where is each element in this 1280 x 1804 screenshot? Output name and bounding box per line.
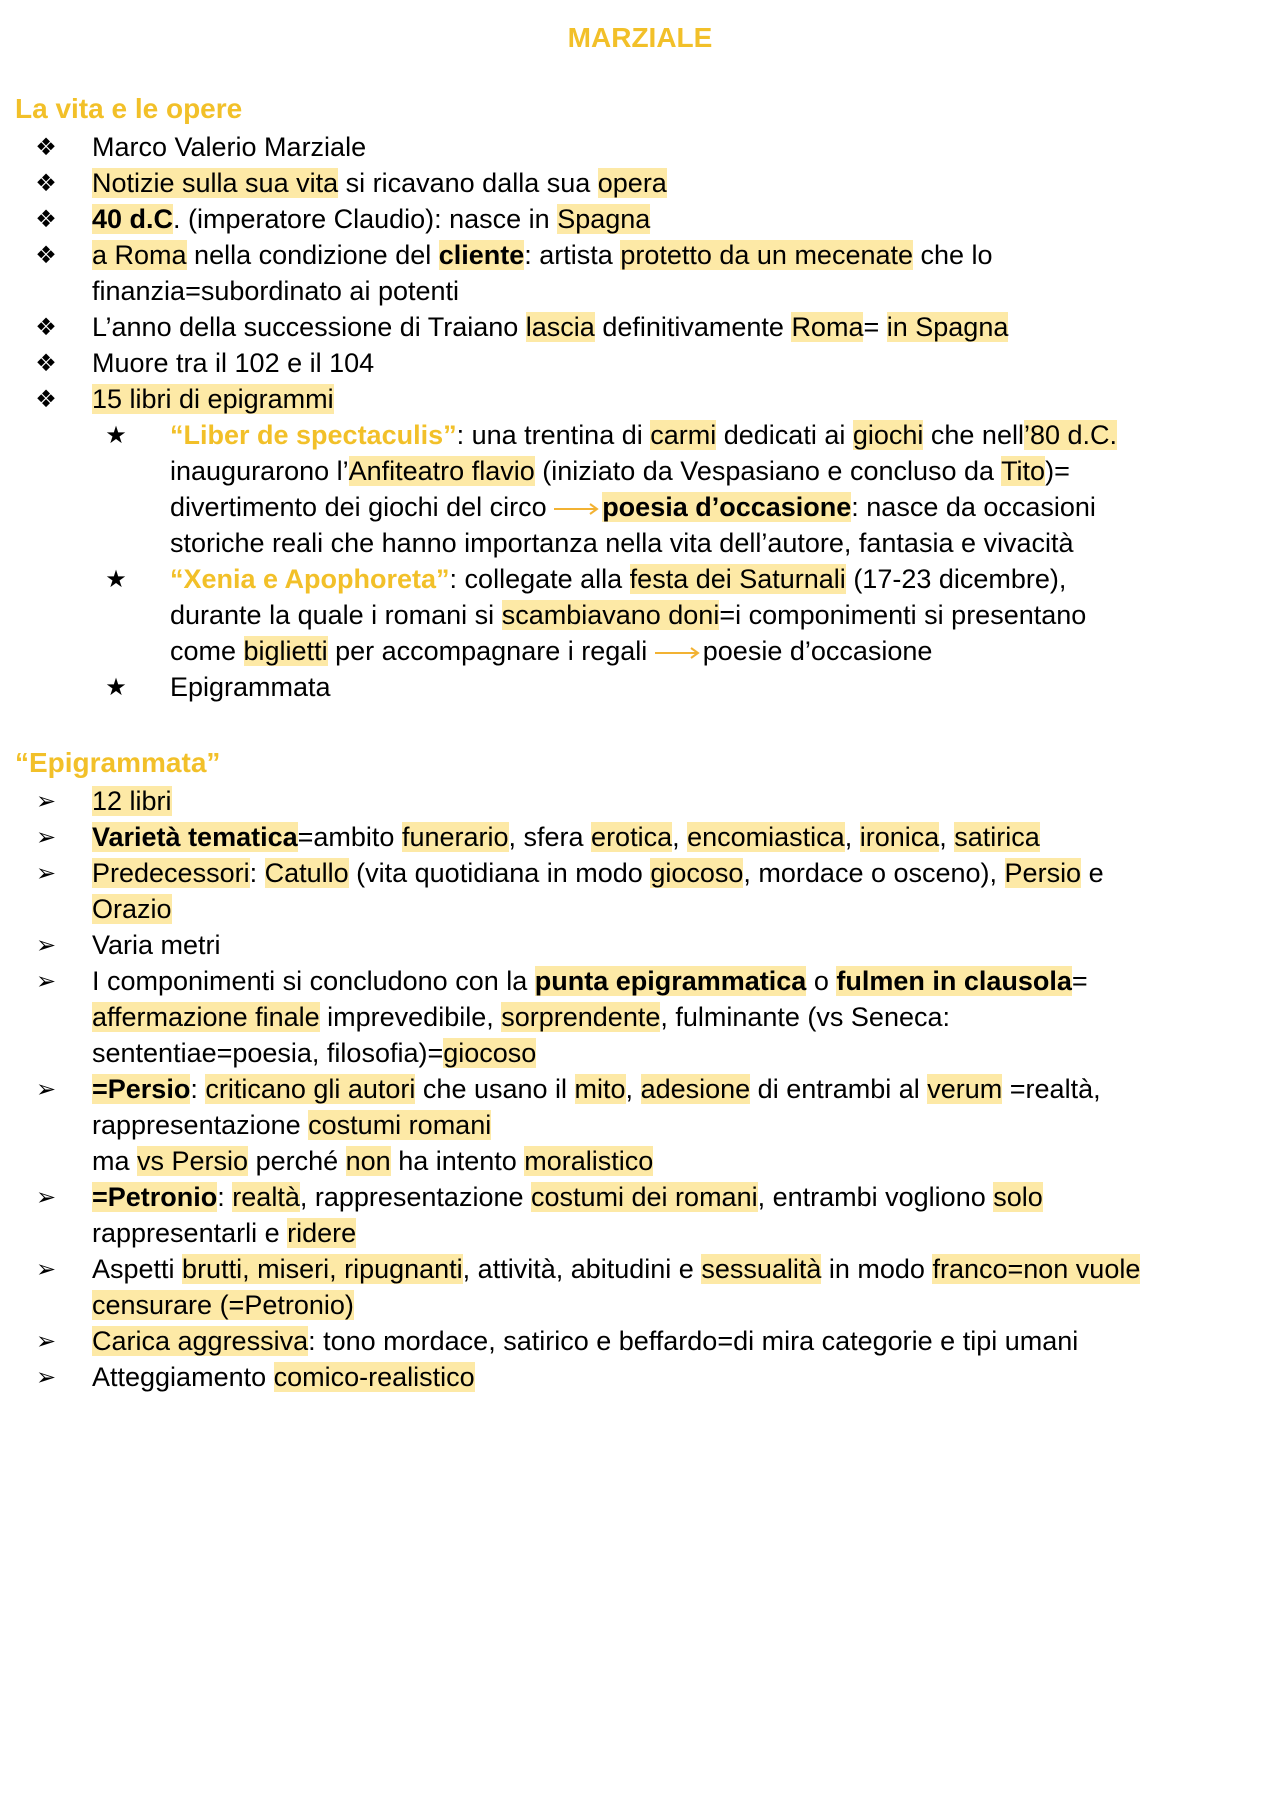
item-text: = (863, 312, 887, 342)
highlight: in Spagna (886, 312, 1009, 342)
item-text: Marco Valerio Marziale (92, 132, 367, 162)
item-text: imprevedibile, (319, 1002, 502, 1032)
diamond-bullet-icon: ❖ (35, 205, 57, 233)
highlight: giochi (852, 420, 924, 450)
item-text: ma (92, 1146, 138, 1176)
list-item (0, 819, 1280, 855)
arrowhead-bullet-icon: ➢ (35, 1363, 57, 1391)
arrowhead-bullet-icon: ➢ (35, 859, 57, 887)
arrowhead-bullet-icon: ➢ (35, 931, 57, 959)
highlight: vs Persio (137, 1146, 249, 1176)
highlight: lascia (525, 312, 595, 342)
list-item (0, 783, 1280, 819)
highlight: Varietà tematica (92, 822, 298, 852)
highlight: punta epigrammatica (534, 966, 807, 996)
item-text: (17-23 dicembre), (845, 564, 1067, 594)
highlight: sessualità (701, 1254, 822, 1284)
highlight: Carica aggressiva (92, 1326, 309, 1356)
item-text: che lo (913, 240, 993, 270)
highlight: encomiastica (687, 822, 845, 852)
diamond-bullet-icon: ❖ (35, 241, 57, 269)
item-text: : (249, 858, 265, 888)
highlight: funerario (401, 822, 509, 852)
list-item (0, 237, 1280, 309)
item-text: , (672, 822, 688, 852)
highlight: solo (993, 1182, 1043, 1212)
list-item (0, 855, 1280, 927)
item-text: rappresentarli e (92, 1218, 288, 1248)
item-text: : (190, 1074, 206, 1104)
item-text: , mordace o osceno), (743, 858, 1005, 888)
highlight: a Roma (92, 240, 187, 270)
highlight: 40 d.C (92, 204, 174, 234)
item-text: si ricavano dalla sua (338, 168, 598, 198)
highlight: brutti, miseri, ripugnanti (182, 1254, 463, 1284)
highlight: adesione (640, 1074, 751, 1104)
highlight: costumi dei romani (531, 1182, 758, 1212)
highlight: scambiavano doni (501, 600, 720, 630)
highlight: ’80 d.C. (1023, 420, 1118, 450)
item-text: (iniziato da Vespasiano e concluso da (534, 456, 1002, 486)
item-text: , fulminante (vs Seneca: (660, 1002, 951, 1032)
highlight: franco=non vuole (932, 1254, 1141, 1284)
item-text: definitivamente (594, 312, 792, 342)
diamond-bullet-icon: ❖ (35, 313, 57, 341)
highlight: mito (574, 1074, 626, 1104)
list-item (0, 1359, 1280, 1395)
work-title: “Xenia e Apophoreta” (170, 564, 450, 594)
highlight: Orazio (92, 894, 172, 924)
item-text: ha intento (390, 1146, 525, 1176)
item-text: (vita quotidiana in modo (348, 858, 651, 888)
highlight: ironica (859, 822, 940, 852)
section-title-vita-opere: La vita e le opere (15, 93, 243, 124)
item-text: inaugurarono l’ (170, 456, 349, 486)
highlight: verum (927, 1074, 1003, 1104)
highlight: Catullo (264, 858, 349, 888)
item-text: : tono mordace, satirico e beffardo=di mira categorie e tipi umani (308, 1326, 1079, 1356)
item-text: =ambito (297, 822, 402, 852)
arrowhead-bullet-icon: ➢ (35, 823, 57, 851)
highlight: giocoso (650, 858, 744, 888)
item-text: che nell (923, 420, 1024, 450)
highlight: Predecessori (92, 858, 250, 888)
highlight: Spagna (557, 204, 651, 234)
item-text: Aspetti (92, 1254, 183, 1284)
item-text: rappresentazione (92, 1110, 309, 1140)
highlight: =Persio (92, 1074, 191, 1104)
arrowhead-bullet-icon: ➢ (35, 1327, 57, 1355)
item-text: come (170, 636, 244, 666)
item-text: L’anno della successione di Traiano (92, 312, 526, 342)
star-bullet-icon: ★ (105, 565, 127, 593)
arrow-right-icon (554, 502, 602, 516)
item-text: . (imperatore Claudio): nasce in (173, 204, 558, 234)
item-text: =realtà, (1002, 1074, 1101, 1104)
arrowhead-bullet-icon: ➢ (35, 1255, 57, 1283)
item-text: : collegate alla (449, 564, 630, 594)
star-bullet-icon: ★ (105, 421, 127, 449)
item-text: Muore tra il 102 e il 104 (92, 348, 375, 378)
highlight: Roma (791, 312, 864, 342)
highlight: non (345, 1146, 391, 1176)
item-text: sententiae=poesia, filosofia)= (92, 1038, 444, 1068)
arrowhead-bullet-icon: ➢ (35, 967, 57, 995)
highlight: poesia d’occasione (602, 492, 852, 522)
page-title: MARZIALE (567, 22, 713, 53)
highlight: Tito (1001, 456, 1046, 486)
highlight: Persio (1004, 858, 1082, 888)
item-text: =i componimenti si presentano (719, 600, 1087, 630)
list-item (0, 1179, 1280, 1251)
item-text: finanzia=subordinato ai potenti (92, 276, 460, 306)
highlight: festa dei Saturnali (629, 564, 846, 594)
item-text: divertimento dei giochi del circo (170, 492, 555, 522)
highlight: comico-realistico (273, 1362, 475, 1392)
arrowhead-bullet-icon: ➢ (35, 1183, 57, 1211)
item-text: durante la quale i romani si (170, 600, 502, 630)
arrow-right-icon (655, 646, 703, 660)
section-title-epigrammata: “Epigrammata” (15, 747, 221, 778)
item-text: Varia metri (92, 930, 221, 960)
item-text: , (625, 1074, 641, 1104)
highlight: criticano gli autori (205, 1074, 416, 1104)
item-text: , rappresentazione (299, 1182, 531, 1212)
star-bullet-icon: ★ (105, 673, 127, 701)
list-item (0, 129, 1280, 165)
item-text: e (1081, 858, 1104, 888)
arrowhead-bullet-icon: ➢ (35, 787, 57, 815)
highlight: 12 libri (92, 786, 172, 816)
item-text: perché (248, 1146, 346, 1176)
highlight: 15 libri di epigrammi (92, 384, 334, 414)
item-text: in modo (821, 1254, 933, 1284)
item-text: : nasce da occasioni (851, 492, 1096, 522)
item-text: di entrambi al (750, 1074, 928, 1104)
highlight: censurare (=Petronio) (92, 1290, 354, 1320)
highlight: sorprendente (501, 1002, 661, 1032)
highlight: affermazione finale (92, 1002, 320, 1032)
highlight: cliente (438, 240, 525, 270)
work-title: “Liber de spectaculis” (170, 420, 457, 450)
item-text: nella condizione del (186, 240, 439, 270)
highlight: opera (597, 168, 667, 198)
item-text: , sfera (508, 822, 592, 852)
list-item (0, 927, 1280, 963)
list-item (0, 201, 1280, 237)
highlight: =Petronio (92, 1182, 218, 1212)
item-text: : artista (524, 240, 621, 270)
list-vita-opere (0, 129, 1280, 705)
list-item (0, 963, 1280, 1071)
list-epigrammata (0, 783, 1280, 1395)
highlight: fulmen in clausola (836, 966, 1072, 996)
item-text: Epigrammata (170, 672, 331, 702)
highlight: biglietti (243, 636, 328, 666)
list-item (0, 669, 1280, 705)
item-text: = (1071, 966, 1088, 996)
highlight: Anfiteatro flavio (348, 456, 535, 486)
diamond-bullet-icon: ❖ (35, 133, 57, 161)
item-text: , attività, abitudini e (462, 1254, 702, 1284)
item-text: dedicati ai (716, 420, 853, 450)
list-item (0, 561, 1280, 669)
list-item (0, 345, 1280, 381)
item-text: , (844, 822, 860, 852)
highlight: erotica (591, 822, 673, 852)
list-item (0, 417, 1280, 561)
item-text: , (939, 822, 955, 852)
highlight: giocoso (443, 1038, 537, 1068)
item-text: che usano il (415, 1074, 575, 1104)
list-item (0, 1251, 1280, 1323)
item-text: Atteggiamento (92, 1362, 274, 1392)
highlight: Notizie sulla sua vita (92, 168, 339, 198)
item-text: : una trentina di (456, 420, 651, 450)
item-text: storiche reali che hanno importanza nella vita dell’autore, fantasia e vivacità (170, 528, 1074, 558)
list-item (0, 1071, 1280, 1179)
highlight: satirica (954, 822, 1040, 852)
diamond-bullet-icon: ❖ (35, 349, 57, 377)
item-text: poesie d’occasione (702, 636, 933, 666)
item-text: o (806, 966, 837, 996)
highlight: carmi (650, 420, 717, 450)
highlight: realtà (232, 1182, 300, 1212)
highlight: protetto da un mecenate (620, 240, 914, 270)
diamond-bullet-icon: ❖ (35, 169, 57, 197)
item-text: , entrambi vogliono (757, 1182, 994, 1212)
item-text: I componimenti si concludono con la (92, 966, 535, 996)
arrowhead-bullet-icon: ➢ (35, 1075, 57, 1103)
list-item (0, 309, 1280, 345)
item-text: )= (1045, 456, 1070, 486)
highlight: moralistico (524, 1146, 654, 1176)
item-text: per accompagnare i regali (327, 636, 655, 666)
list-item (0, 381, 1280, 417)
diamond-bullet-icon: ❖ (35, 385, 57, 413)
item-text: : (217, 1182, 233, 1212)
list-item (0, 1323, 1280, 1359)
highlight: ridere (287, 1218, 357, 1248)
list-item (0, 165, 1280, 201)
highlight: costumi romani (308, 1110, 492, 1140)
